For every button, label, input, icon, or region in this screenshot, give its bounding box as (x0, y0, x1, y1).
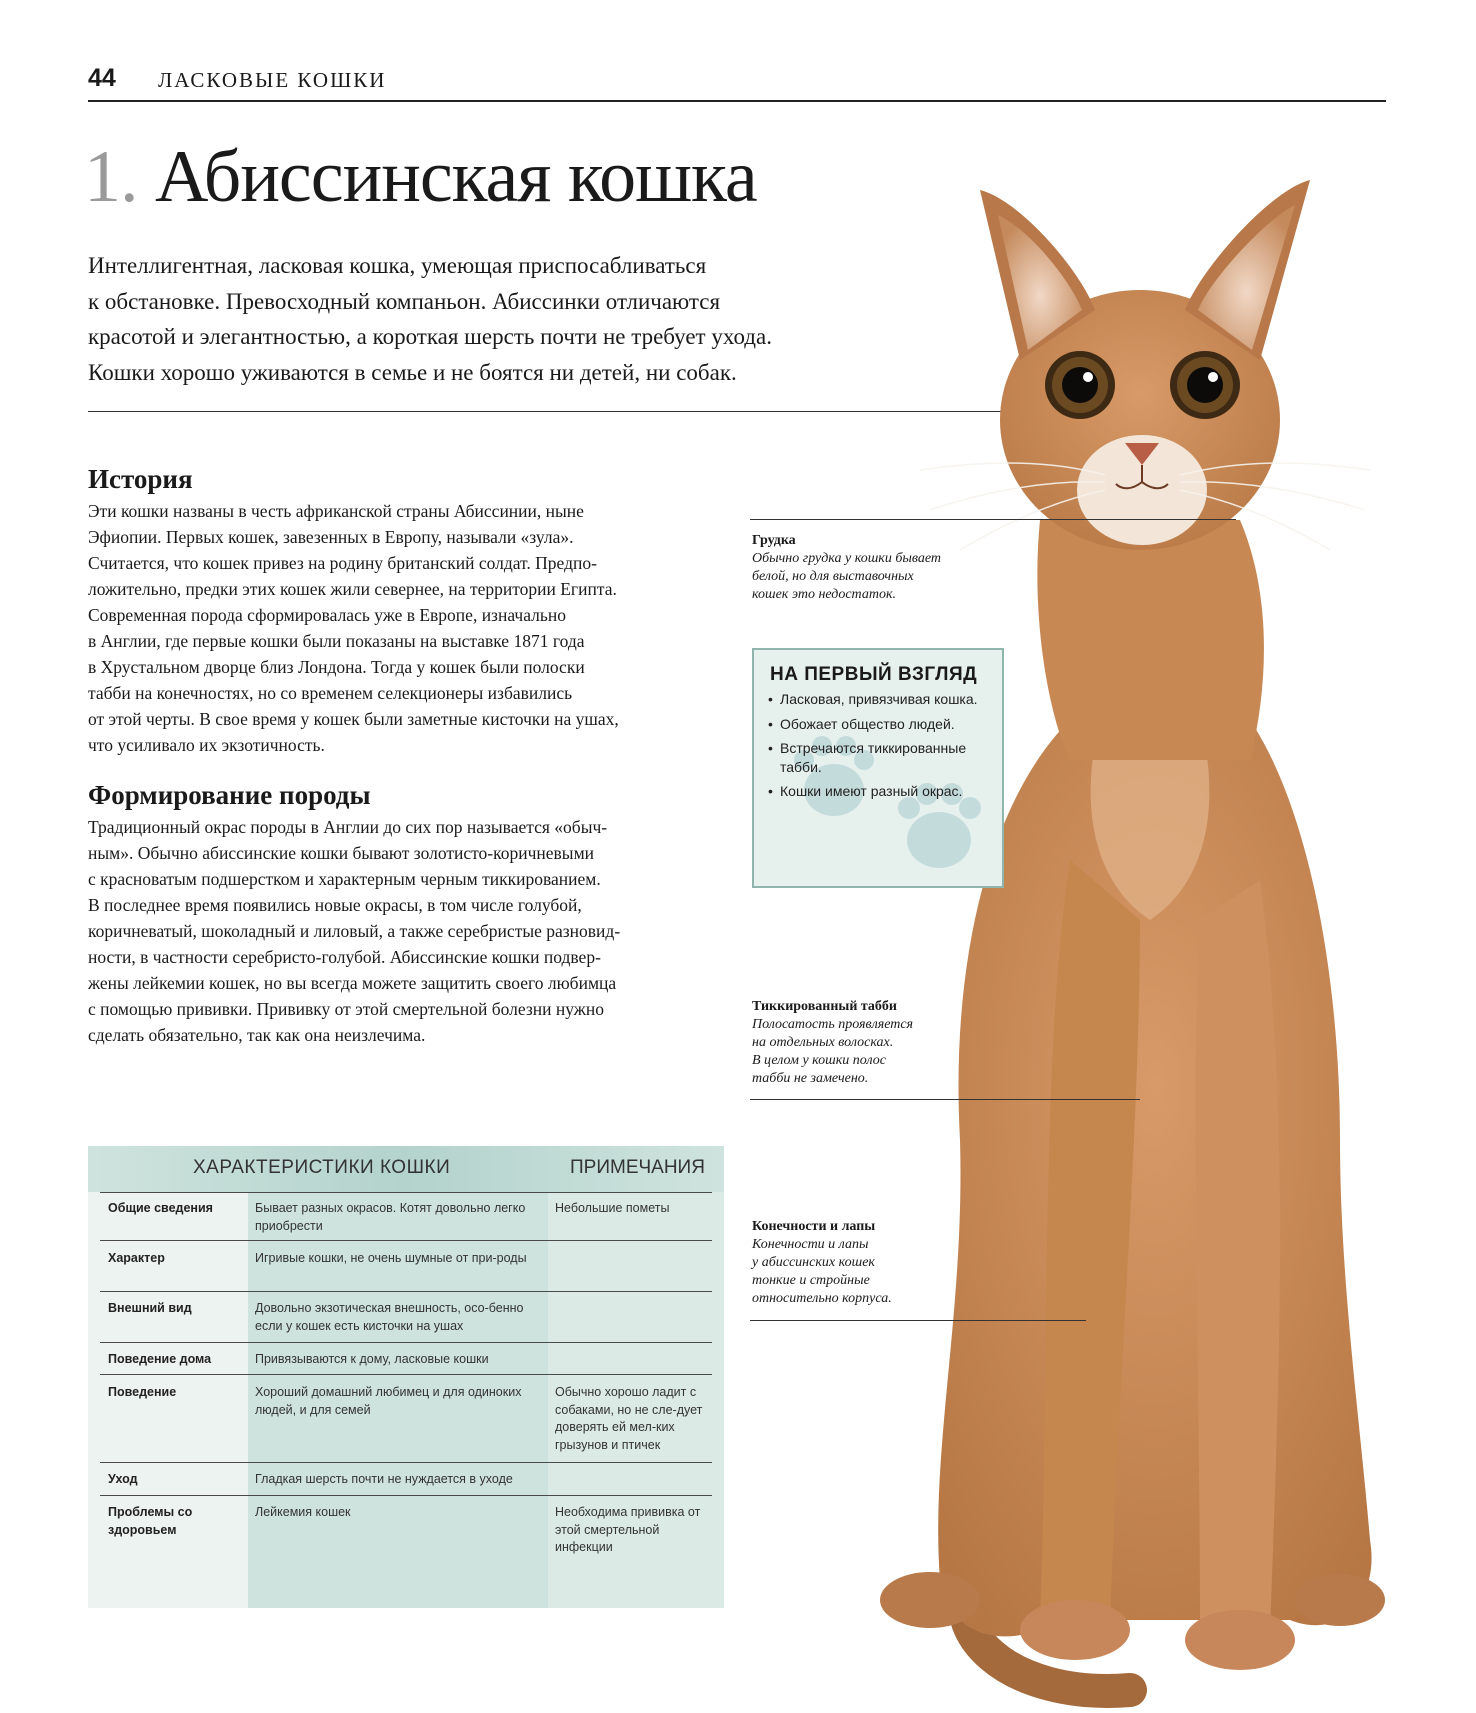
page-number: 44 (88, 64, 116, 92)
text-line: Считается, что кошек привез на родину британский солдат. Предпо- (88, 553, 597, 573)
callout-line: относительно корпуса. (752, 1291, 892, 1306)
row-note: Небольшие пометы (555, 1201, 670, 1215)
text-line: в Хрустальном дворце близ Лондона. Тогда у кошек были полоски (88, 657, 585, 677)
row-label: Общие сведения (108, 1201, 213, 1215)
intro-paragraph (88, 248, 888, 390)
row-value: Бывает разных окрасов. Котят довольно легко приобрести (255, 1201, 526, 1233)
callout-line: Полосатость проявляется (752, 1017, 914, 1032)
limbs-callout-title: Конечности и лапы (752, 1219, 876, 1234)
callout-line: Конечности и лапы (752, 1237, 869, 1252)
callout-line: кошек это недостаток. (752, 587, 896, 602)
section-title: ЛАСКОВЫЕ КОШКИ (158, 68, 387, 92)
at-a-glance-list (768, 690, 990, 807)
row-value: Лейкемия кошек (255, 1505, 351, 1519)
ticked-tabby-callout (752, 998, 913, 1088)
row-note: Обычно хорошо ладит с собаками, но не сле-дует доверять ей мел-ких грызунов и птичек (555, 1385, 703, 1452)
table-header (88, 1146, 724, 1192)
text-line: в Англии, где первые кошки были показаны на выставке 1871 года (88, 631, 585, 651)
row-note: Необходима прививка от этой смертельной инфекции (555, 1505, 701, 1554)
intro-line: к обстановке. Превосходный компаньон. Абиссинки отличаются (88, 288, 721, 314)
row-label: Поведение (108, 1385, 177, 1399)
table-header-characteristics: ХАРАКТЕРИСТИКИ КОШКИ (193, 1157, 451, 1178)
text-line: с помощью прививки. Прививку от этой смертельной болезни нужно (88, 999, 604, 1019)
text-line: коричневатый, шоколадный и лиловый, а также серебристые разновид- (88, 921, 621, 941)
chest-callout (752, 532, 941, 604)
chest-callout-title: Грудка (752, 533, 796, 548)
row-label: Внешний вид (108, 1301, 192, 1315)
ticked-callout-title: Тиккированный табби (752, 999, 897, 1014)
abyssinian-cat-image (870, 160, 1390, 1713)
list-item: • Обожает общество людей. (768, 715, 990, 734)
text-line: табби на конечностях, но со временем селекционеры избавились (88, 683, 573, 703)
table-divider (100, 1240, 712, 1241)
text-line: Традиционный окрас породы в Англии до сих пор называется «обыч- (88, 817, 608, 837)
callout-line: табби не замечено. (752, 1071, 869, 1086)
text-line: Современная порода сформировалась уже в Европе, изначально (88, 605, 566, 625)
list-item: • Встречаются тиккированные табби. (768, 739, 990, 776)
callout-line: на отдельных волосках. (752, 1035, 894, 1050)
intro-line: Кошки хорошо уживаются в семье и не боятся ни детей, ни собак. (88, 359, 737, 385)
history-heading: История (88, 464, 193, 494)
text-line: что усиливало их экзотичность. (88, 735, 325, 755)
callout-line: В целом у кошки полос (752, 1053, 886, 1068)
row-value: Привязываются к дому, ласковые кошки (255, 1352, 489, 1366)
callout-line: белой, но для выставочных (752, 569, 914, 584)
ticked-callout-line (750, 1099, 1140, 1100)
row-label: Характер (108, 1251, 165, 1265)
chest-callout-line (750, 519, 1236, 520)
intro-line: красотой и элегантностью, а короткая шерсть почти не требует ухода. (88, 324, 772, 349)
table-divider (100, 1495, 712, 1496)
limbs-callout (752, 1218, 892, 1308)
text-line: ным». Обычно абиссинские кошки бывают золотисто-коричневыми (88, 843, 595, 863)
text-line: Эти кошки названы в честь африканской страны Абиссинии, ныне (88, 501, 584, 521)
table-header-notes: ПРИМЕЧАНИЯ (570, 1157, 705, 1178)
row-label: Уход (108, 1472, 138, 1486)
breed-heading: Формирование породы (88, 780, 371, 810)
text-line: ложительно, предки этих кошек жили севернее, на территории Египта. (88, 579, 617, 599)
row-value: Гладкая шерсть почти не нуждается в уходе (255, 1472, 513, 1486)
text-line: Эфиопии. Первых кошек, завезенных в Европу, называли «зула». (88, 527, 574, 547)
limbs-callout-line (750, 1320, 1086, 1321)
callout-line: Обычно грудка у кошки бывает (752, 551, 941, 566)
title-number: 1. (84, 136, 138, 218)
header-rule (88, 100, 1386, 102)
table-divider (100, 1342, 712, 1343)
page-title (84, 136, 757, 218)
text-line: от этой черты. В свое время у кошек были заметные кисточки на ушах, (88, 709, 619, 729)
text-line: сделать обязательно, так как она неизлечима. (88, 1025, 426, 1045)
row-label: Поведение дома (108, 1352, 212, 1366)
callout-line: тонкие и стройные (752, 1273, 870, 1288)
list-item: • Кошки имеют разный окрас. (768, 782, 990, 801)
list-item: • Ласковая, привязчивая кошка. (768, 690, 990, 709)
text-line: В последнее время появились новые окрасы, в том числе голубой, (88, 895, 582, 915)
row-value: Игривые кошки, не очень шумные от при-роды (255, 1251, 527, 1265)
title-text: Абиссинская кошка (155, 136, 757, 218)
table-divider (100, 1192, 712, 1193)
text-line: с красноватым подшерстком и характерным черным тиккированием. (88, 869, 601, 889)
at-a-glance-title: НА ПЕРВЫЙ ВЗГЛЯД (770, 664, 978, 685)
history-paragraph (88, 498, 728, 758)
characteristics-table (88, 1146, 724, 1608)
row-value: Довольно экзотическая внешность, осо-бенно если у кошек есть кисточки на ушах (255, 1301, 524, 1333)
row-value: Хороший домашний любимец и для одиноких людей, и для семей (255, 1385, 522, 1417)
breed-paragraph (88, 814, 728, 1048)
intro-line: Интеллигентная, ласковая кошка, умеющая приспосабливаться (88, 253, 707, 278)
at-a-glance-box (752, 648, 1004, 888)
text-line: ности, в частности серебристо-голубой. Абиссинские кошки подвер- (88, 947, 601, 967)
table-divider (100, 1374, 712, 1375)
table-divider (100, 1291, 712, 1292)
table-divider (100, 1462, 712, 1463)
text-line: жены лейкемии кошек, но вы всегда можете защитить своего любимца (88, 973, 617, 993)
row-label: Проблемы со здоровьем (108, 1505, 193, 1537)
callout-line: у абиссинских кошек (752, 1255, 875, 1270)
